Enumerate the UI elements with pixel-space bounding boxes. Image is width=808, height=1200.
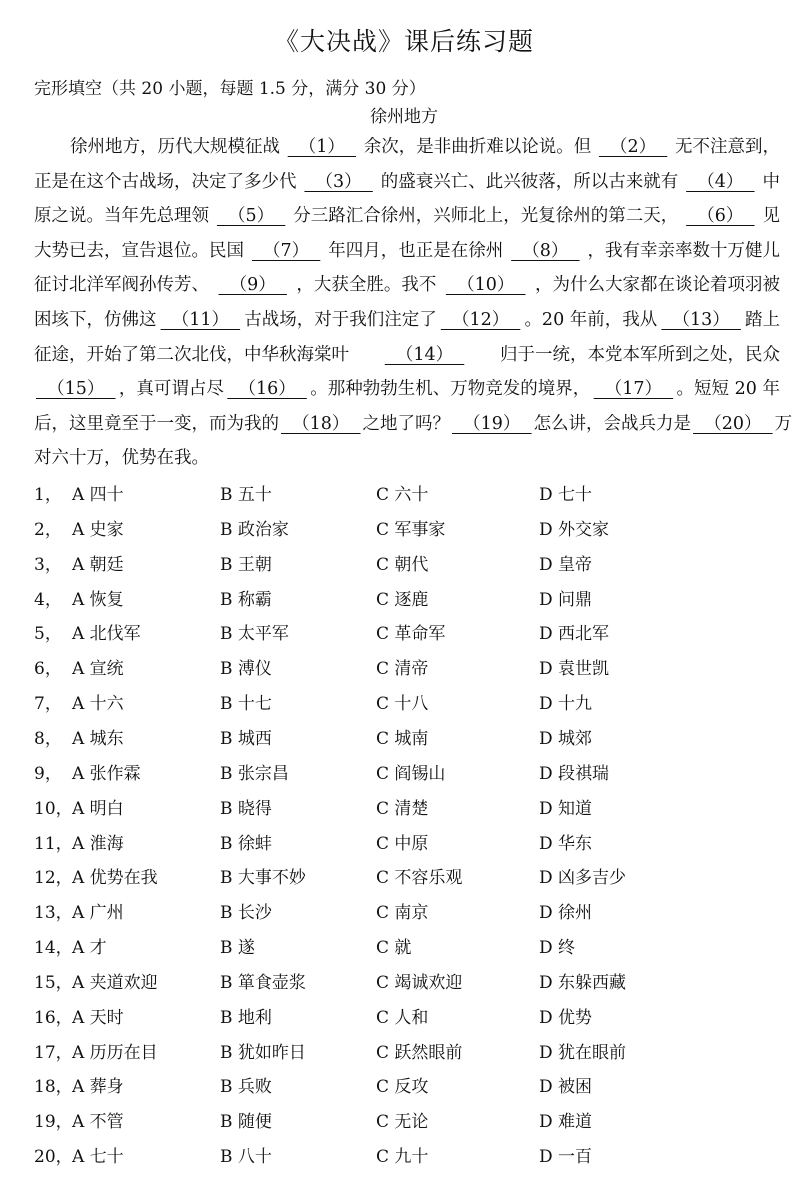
option-c: C 清帝 bbox=[376, 659, 429, 680]
passage-text: 怎么讲，会战兵力是 bbox=[533, 413, 692, 434]
option-d: D 七十 bbox=[539, 485, 593, 505]
option-c: C 中原 bbox=[376, 833, 429, 854]
option-b: B 王朝 bbox=[220, 554, 272, 575]
question-number: 18， bbox=[34, 1077, 73, 1098]
option-c: C 军事家 bbox=[376, 519, 446, 540]
option-d: D 东躲西藏 bbox=[539, 972, 627, 993]
option-b: B 随便 bbox=[220, 1112, 272, 1133]
blank-10: （10） bbox=[445, 275, 526, 296]
passage-text: ，大获全胜。我不 bbox=[296, 275, 437, 296]
option-a: A 宣统 bbox=[72, 659, 124, 680]
option-b: B 徐蚌 bbox=[220, 833, 272, 854]
question-number: 12， bbox=[34, 868, 73, 889]
option-b: B 地利 bbox=[220, 1007, 272, 1028]
passage-line bbox=[34, 199, 780, 234]
passage-text: ，我有幸亲率数十万健儿 bbox=[587, 240, 780, 261]
option-a: A 史家 bbox=[72, 519, 124, 540]
option-a: A 不管 bbox=[72, 1112, 124, 1133]
blank-15: （15） bbox=[36, 379, 116, 400]
option-d: D 犹在眼前 bbox=[539, 1042, 627, 1063]
question-number: 6， bbox=[34, 659, 62, 680]
question-row bbox=[34, 1003, 774, 1037]
option-c: C 清楚 bbox=[376, 798, 429, 819]
option-c: C 跃然眼前 bbox=[376, 1042, 463, 1063]
option-d: D 优势 bbox=[539, 1007, 593, 1028]
question-number: 8， bbox=[34, 728, 62, 749]
option-b: B 八十 bbox=[220, 1147, 272, 1168]
question-number: 9， bbox=[34, 763, 62, 784]
question-row bbox=[34, 724, 774, 758]
passage-text: 古战场，对于我们注定了 bbox=[244, 309, 437, 330]
option-b: B 晓得 bbox=[220, 798, 272, 819]
blank-19: （19） bbox=[452, 413, 532, 434]
question-row bbox=[34, 585, 774, 619]
passage-line bbox=[34, 372, 780, 407]
question-row bbox=[34, 654, 774, 688]
question-number: 2， bbox=[34, 519, 62, 540]
question-number: 16， bbox=[34, 1007, 73, 1028]
option-b: B 张宗昌 bbox=[220, 763, 289, 784]
passage-heading: 徐州地方 bbox=[370, 107, 438, 127]
option-d: D 段祺瑞 bbox=[539, 763, 610, 784]
page-title: 《大决战》课后练习题 bbox=[273, 27, 534, 56]
question-row bbox=[34, 759, 774, 793]
passage-line bbox=[34, 130, 780, 165]
option-c: C 竭诚欢迎 bbox=[376, 972, 463, 993]
question-number: 5， bbox=[34, 624, 62, 645]
option-d: D 袁世凯 bbox=[539, 659, 610, 680]
blank-9: （9） bbox=[218, 275, 287, 296]
option-a: A 恢复 bbox=[72, 589, 124, 610]
question-row bbox=[34, 480, 774, 514]
option-d: D 被困 bbox=[539, 1077, 593, 1098]
option-a: A 广州 bbox=[72, 903, 124, 924]
passage-text: 原之说。当年先总理领 bbox=[34, 206, 209, 227]
passage-line bbox=[34, 441, 780, 476]
passage-text: 无不注意到， bbox=[674, 137, 780, 157]
option-c: C 南京 bbox=[376, 903, 429, 924]
option-c: C 革命军 bbox=[376, 624, 446, 645]
blank-14: （14） bbox=[384, 344, 465, 365]
option-c: C 无论 bbox=[376, 1112, 429, 1133]
blank-4: （4） bbox=[686, 171, 755, 192]
passage-text: 踏上 bbox=[745, 309, 780, 330]
option-b: B 十七 bbox=[220, 694, 272, 715]
blank-17: （17） bbox=[593, 379, 674, 400]
option-a: A 才 bbox=[72, 938, 107, 959]
passage-text: ，真可谓占尽 bbox=[118, 379, 224, 400]
option-d: D 难道 bbox=[539, 1112, 593, 1133]
blank-18: （18） bbox=[281, 413, 361, 434]
passage-text: 。20 年前，我从 bbox=[524, 309, 658, 330]
passage-text: 的盛衰兴亡、此兴彼落，所以古来就有 bbox=[380, 171, 679, 192]
question-number: 11， bbox=[34, 833, 73, 854]
passage-text: 征途，开始了第二次北伐，中华秋海棠叶 bbox=[34, 344, 349, 365]
passage-text: ，为什么大家都在谈论着项羽被 bbox=[534, 275, 780, 296]
option-a: A 淮海 bbox=[72, 833, 124, 854]
passage-text: 年四月，也正是在徐州 bbox=[328, 240, 504, 261]
question-number: 4， bbox=[34, 589, 62, 610]
option-d: D 华东 bbox=[539, 833, 593, 854]
option-a: A 城东 bbox=[72, 728, 124, 749]
option-c: C 朝代 bbox=[376, 554, 429, 575]
option-d: D 十九 bbox=[539, 694, 593, 715]
option-c: C 城南 bbox=[376, 728, 429, 749]
question-row bbox=[34, 829, 774, 863]
option-c: C 就 bbox=[376, 938, 412, 959]
question-number: 15， bbox=[34, 972, 73, 993]
question-row bbox=[34, 1107, 774, 1141]
option-b: B 犹如昨日 bbox=[220, 1042, 306, 1063]
option-b: B 太平军 bbox=[220, 624, 289, 645]
passage-line bbox=[34, 165, 780, 200]
option-d: D 一百 bbox=[539, 1147, 593, 1168]
passage-line bbox=[34, 338, 780, 373]
blank-13: （13） bbox=[661, 309, 741, 330]
blank-5: （5） bbox=[216, 206, 286, 227]
question-number: 7， bbox=[34, 694, 62, 715]
blank-1: （1） bbox=[287, 137, 357, 157]
question-number: 10， bbox=[34, 798, 73, 819]
question-number: 20， bbox=[34, 1147, 73, 1168]
option-a: A 优势在我 bbox=[72, 868, 158, 889]
passage-text: 困垓下，仿佛这 bbox=[34, 309, 157, 330]
passage-text: 征讨北洋军阀孙传芳、 bbox=[34, 275, 209, 296]
option-a: A 天时 bbox=[72, 1007, 124, 1028]
option-b: B 称霸 bbox=[220, 589, 272, 610]
passage-text: 徐州地方，历代大规模征战 bbox=[70, 137, 280, 157]
question-row bbox=[34, 933, 774, 967]
question-number: 1， bbox=[34, 485, 62, 505]
blank-11: （11） bbox=[160, 309, 241, 330]
question-number: 14， bbox=[34, 938, 73, 959]
option-b: B 五十 bbox=[220, 485, 272, 505]
question-number: 17， bbox=[34, 1042, 73, 1063]
question-row bbox=[34, 1142, 774, 1176]
option-c: C 阎锡山 bbox=[376, 763, 446, 784]
passage-text: 大势已去，宣告退位。民国 bbox=[34, 240, 244, 261]
option-d: D 徐州 bbox=[539, 903, 593, 924]
question-row bbox=[34, 515, 774, 549]
question-row bbox=[34, 898, 774, 932]
section-instructions: 完形填空（共 20 小题，每题 1.5 分，满分 30 分） bbox=[34, 79, 426, 99]
option-c: C 六十 bbox=[376, 485, 429, 505]
passage-text: 。短短 20 年 bbox=[676, 379, 780, 400]
option-c: C 人和 bbox=[376, 1007, 429, 1028]
option-a: A 历历在目 bbox=[72, 1042, 158, 1063]
question-number: 13， bbox=[34, 903, 73, 924]
option-b: B 城西 bbox=[220, 728, 272, 749]
option-a: A 明白 bbox=[72, 798, 124, 819]
passage-text: 对六十万，优势在我。 bbox=[34, 448, 209, 469]
option-c: C 反攻 bbox=[376, 1077, 429, 1098]
option-b: B 溥仪 bbox=[220, 659, 272, 680]
passage-text: 正是在这个古战场，决定了多少代 bbox=[34, 171, 297, 192]
option-c: C 十八 bbox=[376, 694, 429, 715]
option-a: A 张作霖 bbox=[72, 763, 141, 784]
blank-6: （6） bbox=[686, 206, 755, 227]
option-a: A 七十 bbox=[72, 1147, 124, 1168]
blank-16: （16） bbox=[227, 379, 307, 400]
option-b: B 箪食壶浆 bbox=[220, 972, 306, 993]
option-d: D 终 bbox=[539, 938, 576, 959]
question-row bbox=[34, 863, 774, 897]
option-c: C 逐鹿 bbox=[376, 589, 429, 610]
option-a: A 北伐军 bbox=[72, 624, 141, 645]
passage-line bbox=[34, 234, 780, 269]
passage-text: 归于一统，本党本军所到之处，民众 bbox=[500, 344, 780, 365]
option-d: D 问鼎 bbox=[539, 589, 593, 610]
option-a: A 四十 bbox=[72, 485, 124, 505]
option-a: A 十六 bbox=[72, 694, 124, 715]
option-c: C 不容乐观 bbox=[376, 868, 463, 889]
option-d: D 外交家 bbox=[539, 519, 610, 540]
option-b: B 兵败 bbox=[220, 1077, 272, 1098]
passage-text: 后，这里竟至于一变，而为我的 bbox=[34, 413, 279, 434]
passage-text: 中 bbox=[762, 171, 780, 192]
question-row bbox=[34, 1072, 774, 1106]
option-a: A 朝廷 bbox=[72, 554, 124, 575]
blank-2: （2） bbox=[598, 137, 668, 157]
question-row bbox=[34, 968, 774, 1002]
option-d: D 城郊 bbox=[539, 728, 593, 749]
option-c: C 九十 bbox=[376, 1147, 429, 1168]
option-d: D 知道 bbox=[539, 798, 593, 819]
passage-line bbox=[34, 407, 793, 442]
option-a: A 夹道欢迎 bbox=[72, 972, 158, 993]
question-row bbox=[34, 550, 774, 584]
blank-8: （8） bbox=[511, 240, 580, 261]
blank-7: （7） bbox=[251, 240, 321, 261]
passage-text: 见 bbox=[762, 206, 780, 227]
blank-20: （20） bbox=[693, 413, 773, 434]
passage-line bbox=[34, 268, 780, 303]
passage-text: 余次，是非曲折难以论说。但 bbox=[363, 137, 592, 157]
passage-text: 之地了吗？ bbox=[362, 413, 451, 434]
option-d: D 凶多吉少 bbox=[539, 868, 627, 889]
passage-text: 。那种勃勃生机、万物竞发的境界， bbox=[310, 379, 591, 400]
option-b: B 大事不妙 bbox=[220, 868, 306, 889]
option-d: D 皇帝 bbox=[539, 554, 593, 575]
passage-line bbox=[34, 303, 780, 338]
passage-text: 万 bbox=[774, 413, 793, 434]
question-row bbox=[34, 1038, 774, 1072]
passage-text: 分三路汇合徐州，兴师北上，光复徐州的第二天， bbox=[293, 206, 679, 227]
question-number: 19， bbox=[34, 1112, 73, 1133]
option-a: A 葬身 bbox=[72, 1077, 124, 1098]
cloze-passage bbox=[34, 130, 793, 476]
question-row bbox=[34, 619, 774, 653]
option-b: B 长沙 bbox=[220, 903, 272, 924]
question-number: 3， bbox=[34, 554, 62, 575]
blank-3: （3） bbox=[304, 171, 373, 192]
blank-12: （12） bbox=[440, 309, 521, 330]
option-d: D 西北军 bbox=[539, 624, 610, 645]
question-row bbox=[34, 794, 774, 828]
option-b: B 政治家 bbox=[220, 519, 289, 540]
question-row bbox=[34, 689, 774, 723]
option-b: B 遂 bbox=[220, 938, 255, 959]
